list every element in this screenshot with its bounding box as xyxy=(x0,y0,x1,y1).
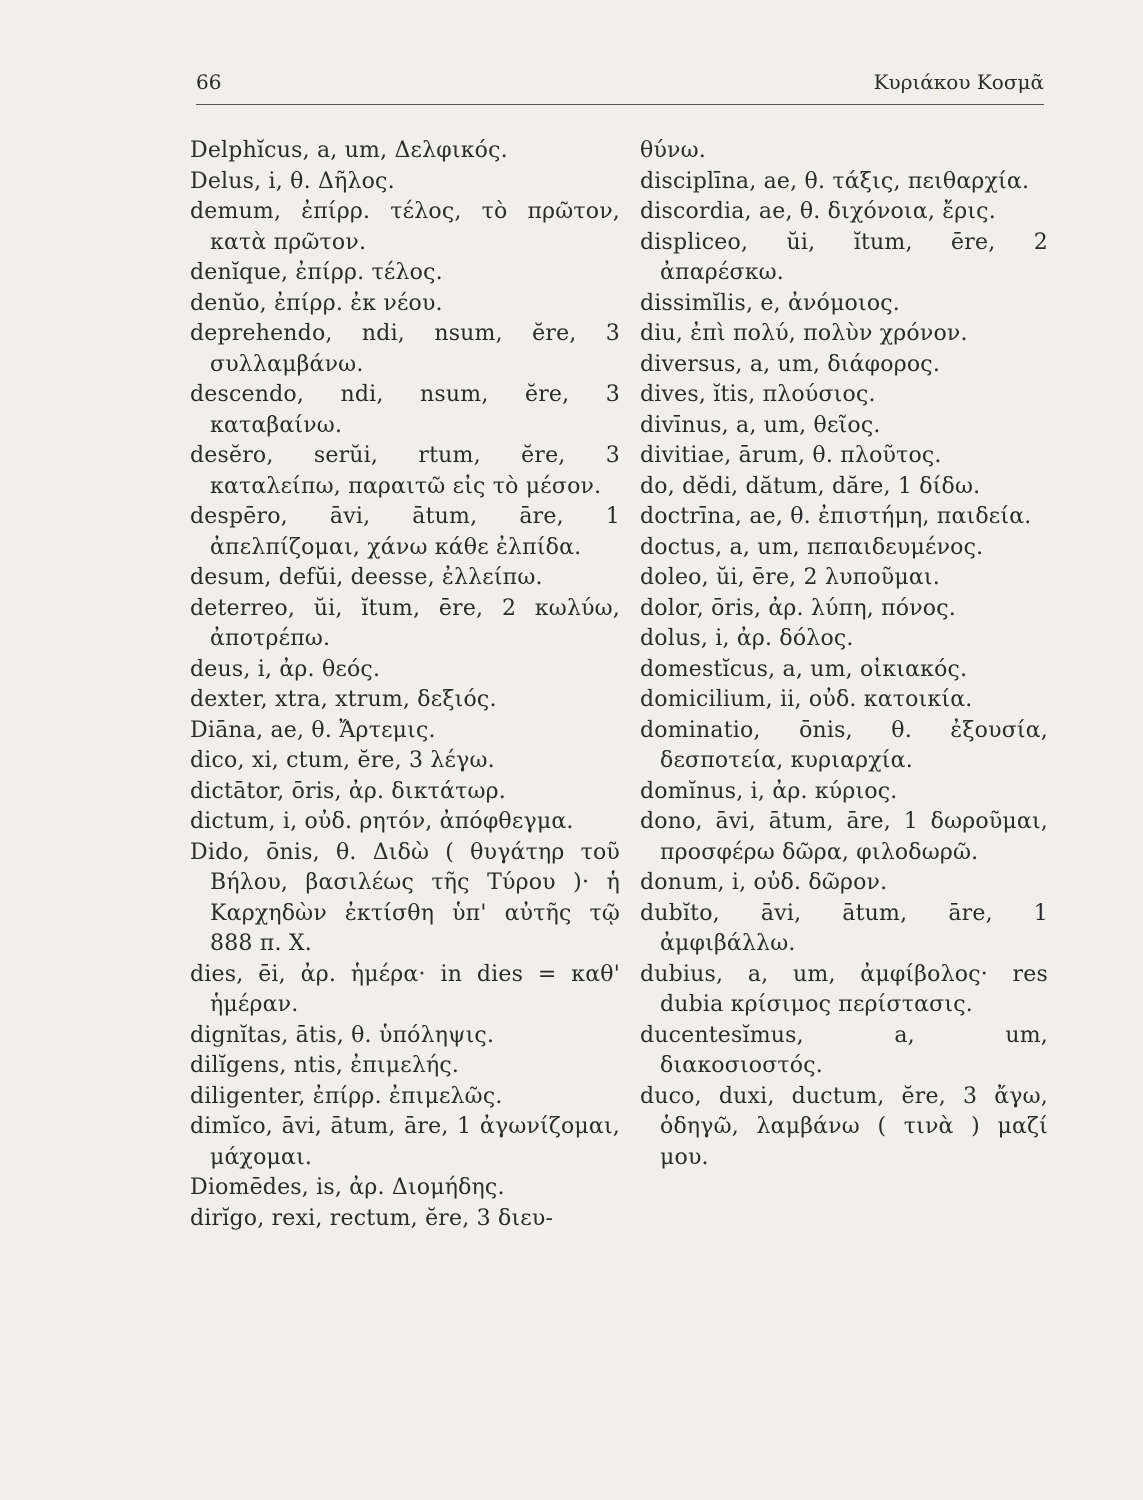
dictionary-entry: dives, ĭtis, πλούσιος. xyxy=(640,382,876,407)
dictionary-entry: dubĭto, āvi, ātum, āre, 1 ἀμφιβάλλω. xyxy=(640,900,1048,956)
dictionary-entry: displiceo, ŭi, ĭtum, ēre, 2 ἀπαρέσκω. xyxy=(640,229,1048,285)
page-number: 66 xyxy=(196,70,222,94)
dictionary-entry: dexter, xtra, xtrum, δεξιός. xyxy=(190,687,497,712)
dictionary-entry: doleo, ŭi, ēre, 2 λυποῦμαι. xyxy=(640,565,940,590)
dictionary-entry: θύνω. xyxy=(640,138,706,163)
left-column xyxy=(190,136,620,1234)
dictionary-entry: denŭo, ἐπίρρ. ἐκ νέου. xyxy=(190,290,443,316)
dictionary-entry: dignĭtas, ātis, θ. ὑπόληψις. xyxy=(190,1022,495,1048)
dictionary-entry: dilĭgens, ntis, ἐπιμελής. xyxy=(190,1053,460,1078)
dictionary-entry: Delphĭcus, a, um, Δελφικός. xyxy=(190,138,508,163)
dictionary-entry: diligenter, ἐπίρρ. ἐπιμελῶς. xyxy=(190,1083,503,1109)
dictionary-entry: donum, i, οὐδ. δῶρον. xyxy=(640,870,888,895)
dictionary-entry: descendo, ndi, nsum, ĕre, 3 καταβαίνω. xyxy=(190,382,620,438)
dictionary-entry: divīnus, a, um, θεῖος. xyxy=(640,412,881,438)
dictionary-entry: discordia, ae, θ. διχόνοια, ἔρις. xyxy=(640,199,996,224)
dictionary-entry: desĕro, serŭi, rtum, ĕre, 3 καταλείπω, παραιτῶ εἰς τὸ μέσον. xyxy=(190,443,620,499)
dictionary-entry: Dido, ōnis, θ. Διδὼ ( θυγάτηρ τοῦ Βήλου, βασιλέως τῆς Τύρου )· ἡ Καρχηδὼν ἐκτίσθη ὑπ' αὐτῆς τῷ 888 π. Χ. xyxy=(190,839,620,956)
dictionary-entry: Diāna, ae, θ. Ἄρτεμις. xyxy=(190,717,436,743)
dictionary-entry: dictum, i, οὐδ. ρητόν, ἀπόφθεγμα. xyxy=(190,809,574,834)
header-rule xyxy=(196,104,1044,105)
dictionary-entry: duco, duxi, ductum, ĕre, 3 ἄγω, ὁδηγῶ, λαμβάνω ( τινὰ ) μαζί μου. xyxy=(640,1083,1048,1170)
dictionary-entry: deterreo, ŭi, ĭtum, ēre, 2 κωλύω, ἀποτρέπω. xyxy=(190,595,620,651)
dictionary-entry: demum, ἐπίρρ. τέλος, τὸ πρῶτον, κατὰ πρῶτον. xyxy=(190,199,620,255)
right-column xyxy=(640,136,1048,1173)
dictionary-entry: despēro, āvi, ātum, āre, 1 ἀπελπίζομαι, χάνω κάθε ἐλπίδα. xyxy=(190,504,620,560)
dictionary-entry: denĭque, ἐπίρρ. τέλος. xyxy=(190,260,443,285)
dictionary-entry: dono, āvi, ātum, āre, 1 δωροῦμαι, προσφέρω δῶρα, φιλοδωρῶ. xyxy=(640,809,1048,865)
dictionary-entry: dolus, i, ἀρ. δόλος. xyxy=(640,626,854,651)
dictionary-entry: Diomēdes, is, ἀρ. Διομήδης. xyxy=(190,1175,505,1200)
dictionary-entry: dictātor, ōris, ἀρ. δικτάτωρ. xyxy=(190,778,506,804)
dictionary-entry: dirĭgo, rexi, rectum, ĕre, 3 διευ- xyxy=(190,1205,554,1231)
dictionary-entry: ducentesĭmus, a, um, διακοσιοστός. xyxy=(640,1022,1048,1078)
dictionary-entry: doctrīna, ae, θ. ἐπιστήμη, παιδεία. xyxy=(640,504,1032,529)
dictionary-entry: desum, defŭi, deesse, ἐλλείπω. xyxy=(190,565,543,590)
dictionary-entry: dominatio, ōnis, θ. ἐξουσία, δεσποτεία, κυριαρχία. xyxy=(640,717,1048,773)
dictionary-entry: dubius, a, um, ἀμφίβολος· res dubia κρίσιμος περίστασις. xyxy=(640,961,1048,1017)
running-title: Κυριάκου Κοσμᾶ xyxy=(873,70,1044,94)
page-header xyxy=(196,70,1044,100)
dictionary-entry: diversus, a, um, διάφορος. xyxy=(640,351,941,377)
dictionary-entry: dolor, ōris, ἀρ. λύπη, πόνος. xyxy=(640,595,956,621)
dictionary-entry: do, dĕdi, dătum, dăre, 1 δίδω. xyxy=(640,473,981,499)
dictionary-entry: domicilium, ii, οὐδ. κατοικία. xyxy=(640,687,973,712)
dictionary-entry: diu, ἐπὶ πολύ, πολὺν χρόνον. xyxy=(640,321,968,346)
dictionary-entry: dissimĭlis, e, ἀνόμοιος. xyxy=(640,290,900,316)
dictionary-entry: dico, xi, ctum, ĕre, 3 λέγω. xyxy=(190,748,495,773)
dictionary-entry: divitiae, ārum, θ. πλοῦτος. xyxy=(640,443,942,468)
dictionary-entry: deprehendo, ndi, nsum, ĕre, 3 συλλαμβάνω. xyxy=(190,321,620,377)
dictionary-entry: Delus, i, θ. Δῆλος. xyxy=(190,168,395,194)
dictionary-entry: deus, i, ἀρ. θεός. xyxy=(190,656,381,682)
dictionary-entry: dimĭco, āvi, ātum, āre, 1 ἀγωνίζομαι, μάχομαι. xyxy=(190,1114,620,1170)
dictionary-entry: disciplīna, ae, θ. τάξις, πειθαρχία. xyxy=(640,168,1030,194)
dictionary-entry: dies, ēi, ἀρ. ἡμέρα· in dies = καθ' ἡμέραν. xyxy=(190,961,620,1017)
dictionary-entry: domestĭcus, a, um, οἰκιακός. xyxy=(640,656,968,682)
dictionary-entry: doctus, a, um, πεπαιδευμένος. xyxy=(640,534,984,560)
dictionary-entry: domĭnus, i, ἀρ. κύριος. xyxy=(640,778,898,804)
